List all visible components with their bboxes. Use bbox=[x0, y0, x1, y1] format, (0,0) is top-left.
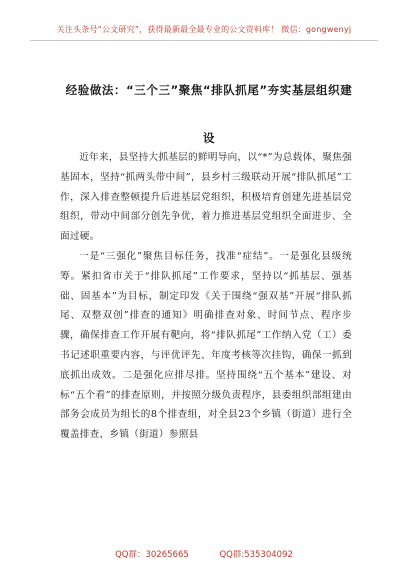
header-banner: 关注头条号“公文研究”，获得最新最全最专业的公文资料库！ 微信：gongwenyj bbox=[56, 25, 352, 34]
footer-qq-group-1: QQ群：30265665 bbox=[115, 550, 189, 560]
footer-contacts bbox=[0, 548, 408, 560]
footer-qq-group-2: QQ群:535304092 bbox=[219, 550, 293, 560]
document-body bbox=[60, 148, 352, 445]
paragraph: 近年来，县坚持大抓基层的鲜明导向，以“*”为总载体，聚焦强基固本，坚持“抓两头带中间”，县乡村三级联动开展“排队抓尾”工作，深入排查整顿提升后进基层党组织，积极培育创建先进基层党组织，带动中间部分创先争优，着力推进基层党组织全面进步、全面过硬。 bbox=[60, 152, 352, 243]
document-title: 经验做法：“三个三”聚焦“排队抓尾”夯实基层组织建设 bbox=[65, 83, 353, 145]
header-divider bbox=[30, 40, 378, 41]
paragraph: 一是“三强化”聚焦目标任务，找准“症结”。一是强化县级统筹。紧扣省市关于“排队抓尾”工作要求，坚持以“抓基层、强基础、固基本”为目标，制定印发《关于围绕“强双基”开展“排队抓尾、双整双创”排查的通知》明确排查对象、时间节点、程序步骤，确保排查工作开展有靶向，将“排队抓尾”工作纳入党（工）委书记述职重要内容，与评优评先、年度考核等次挂钩，确保一抓到底抓出成效。二是强化应排尽排。坚持围绕“五个基本”建设、对标“五个看”的排查原则，并按照分级负责程序，县委组织部组建由部务会成员为组长的8个排查组，对全县23个乡镇（街道）进行全覆盖排查，乡镇（街道）参照县 bbox=[60, 250, 352, 441]
